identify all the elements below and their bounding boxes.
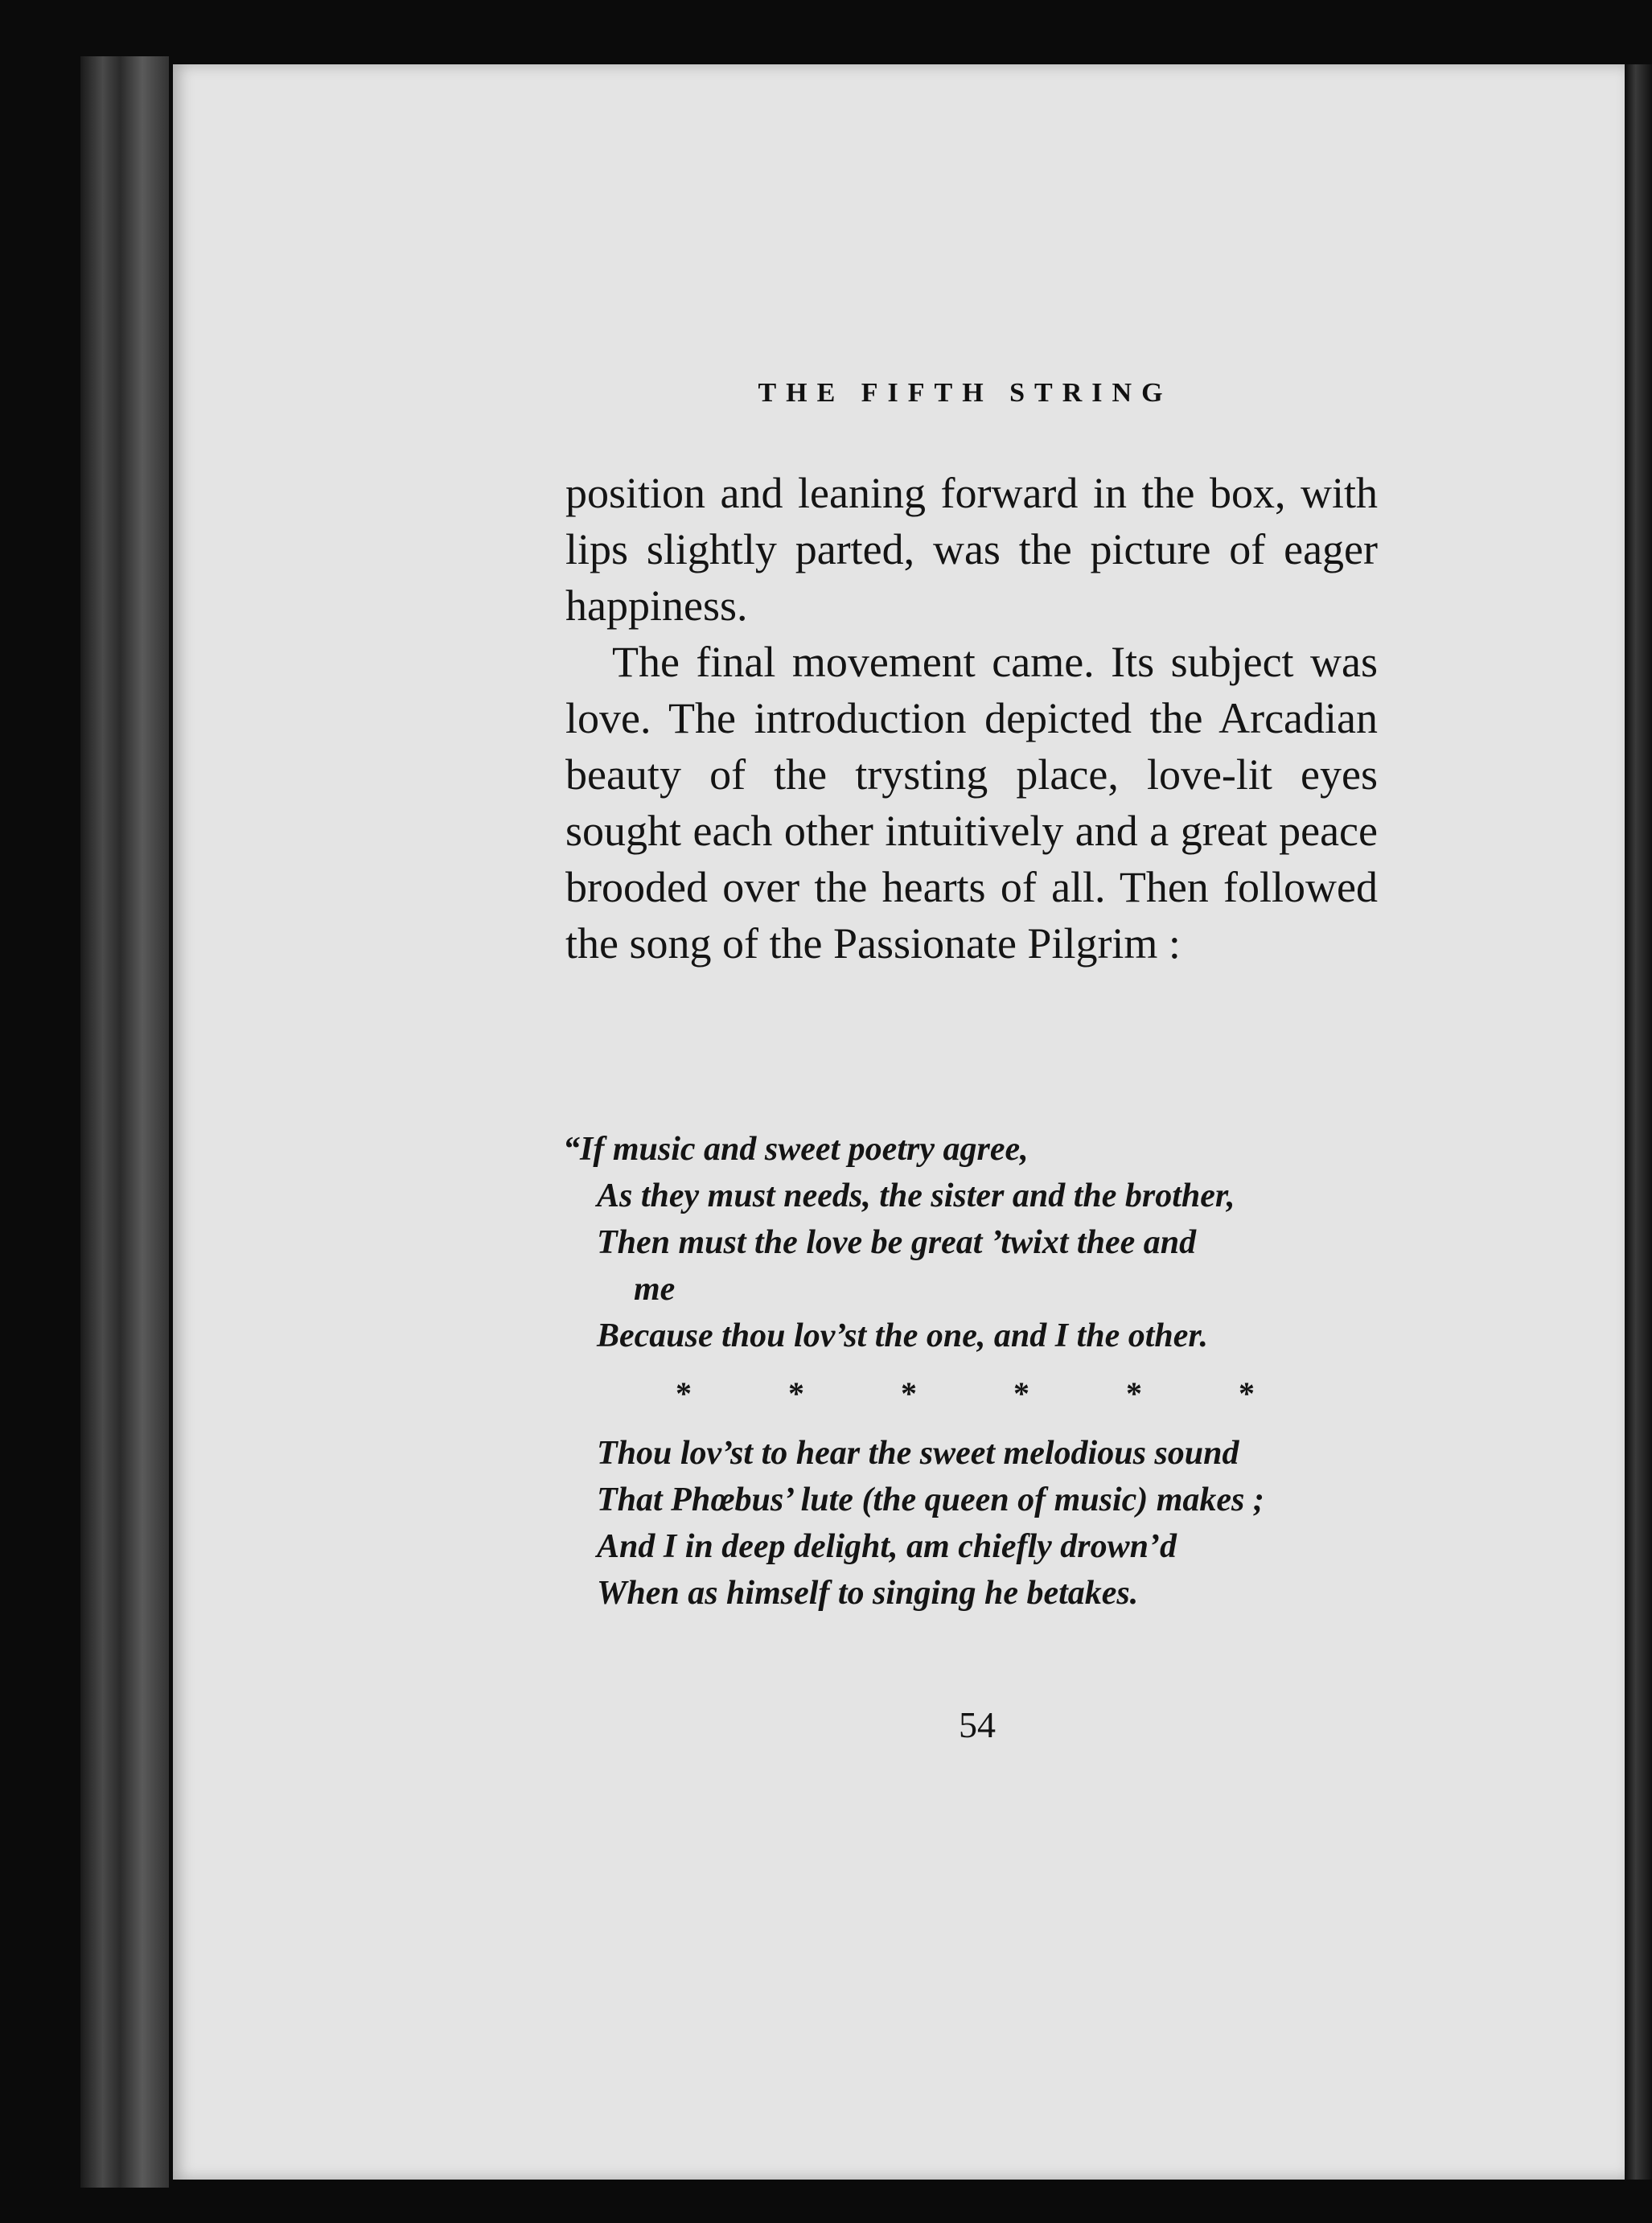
section-break-asterisks	[676, 1370, 1255, 1417]
verse-line: “If music and sweet poetry agree,	[563, 1131, 1029, 1168]
asterisk: *	[901, 1375, 917, 1411]
prose-body	[565, 465, 1378, 972]
asterisk: *	[1239, 1375, 1255, 1411]
verse-line: Because thou lov’st the one, and I the other.	[597, 1317, 1208, 1354]
paragraph-1: position and leaning forward in the box, with lips slightly parted, was the picture of eager happiness.	[565, 469, 1378, 630]
page-number: 54	[959, 1704, 996, 1745]
asterisk: *	[1126, 1375, 1142, 1411]
asterisk: *	[1013, 1375, 1029, 1411]
asterisk: *	[676, 1375, 692, 1411]
running-head: THE FIFTH STRING	[758, 378, 1173, 408]
verse-line: Then must the love be great ’twixt thee and	[597, 1224, 1197, 1261]
asterisk: *	[788, 1375, 804, 1411]
page-edge	[1625, 64, 1652, 2180]
verse-line: And I in deep delight, am chiefly drown’d	[597, 1528, 1177, 1565]
verse-line: When as himself to singing he betakes.	[597, 1575, 1139, 1612]
verse-line: That Phœbus’ lute (the queen of music) makes ;	[597, 1481, 1264, 1518]
verse-quotation	[563, 1126, 1383, 1617]
verse-line: Thou lov’st to hear the sweet melodious sound	[597, 1435, 1239, 1472]
verse-stanza-2	[597, 1430, 1383, 1617]
book-spine	[80, 56, 169, 2188]
paragraph-2: The final movement came. Its subject was love. The introduction depicted the Arcadian beauty of the trysting place, love-lit eyes sought each other intuitively and a great peace brooded over the hearts of all. Then followed the song of the Passionate Pilgrim :	[565, 638, 1378, 968]
verse-line-continuation: me	[634, 1271, 676, 1308]
verse-line: As they must needs, the sister and the brother,	[597, 1177, 1235, 1214]
